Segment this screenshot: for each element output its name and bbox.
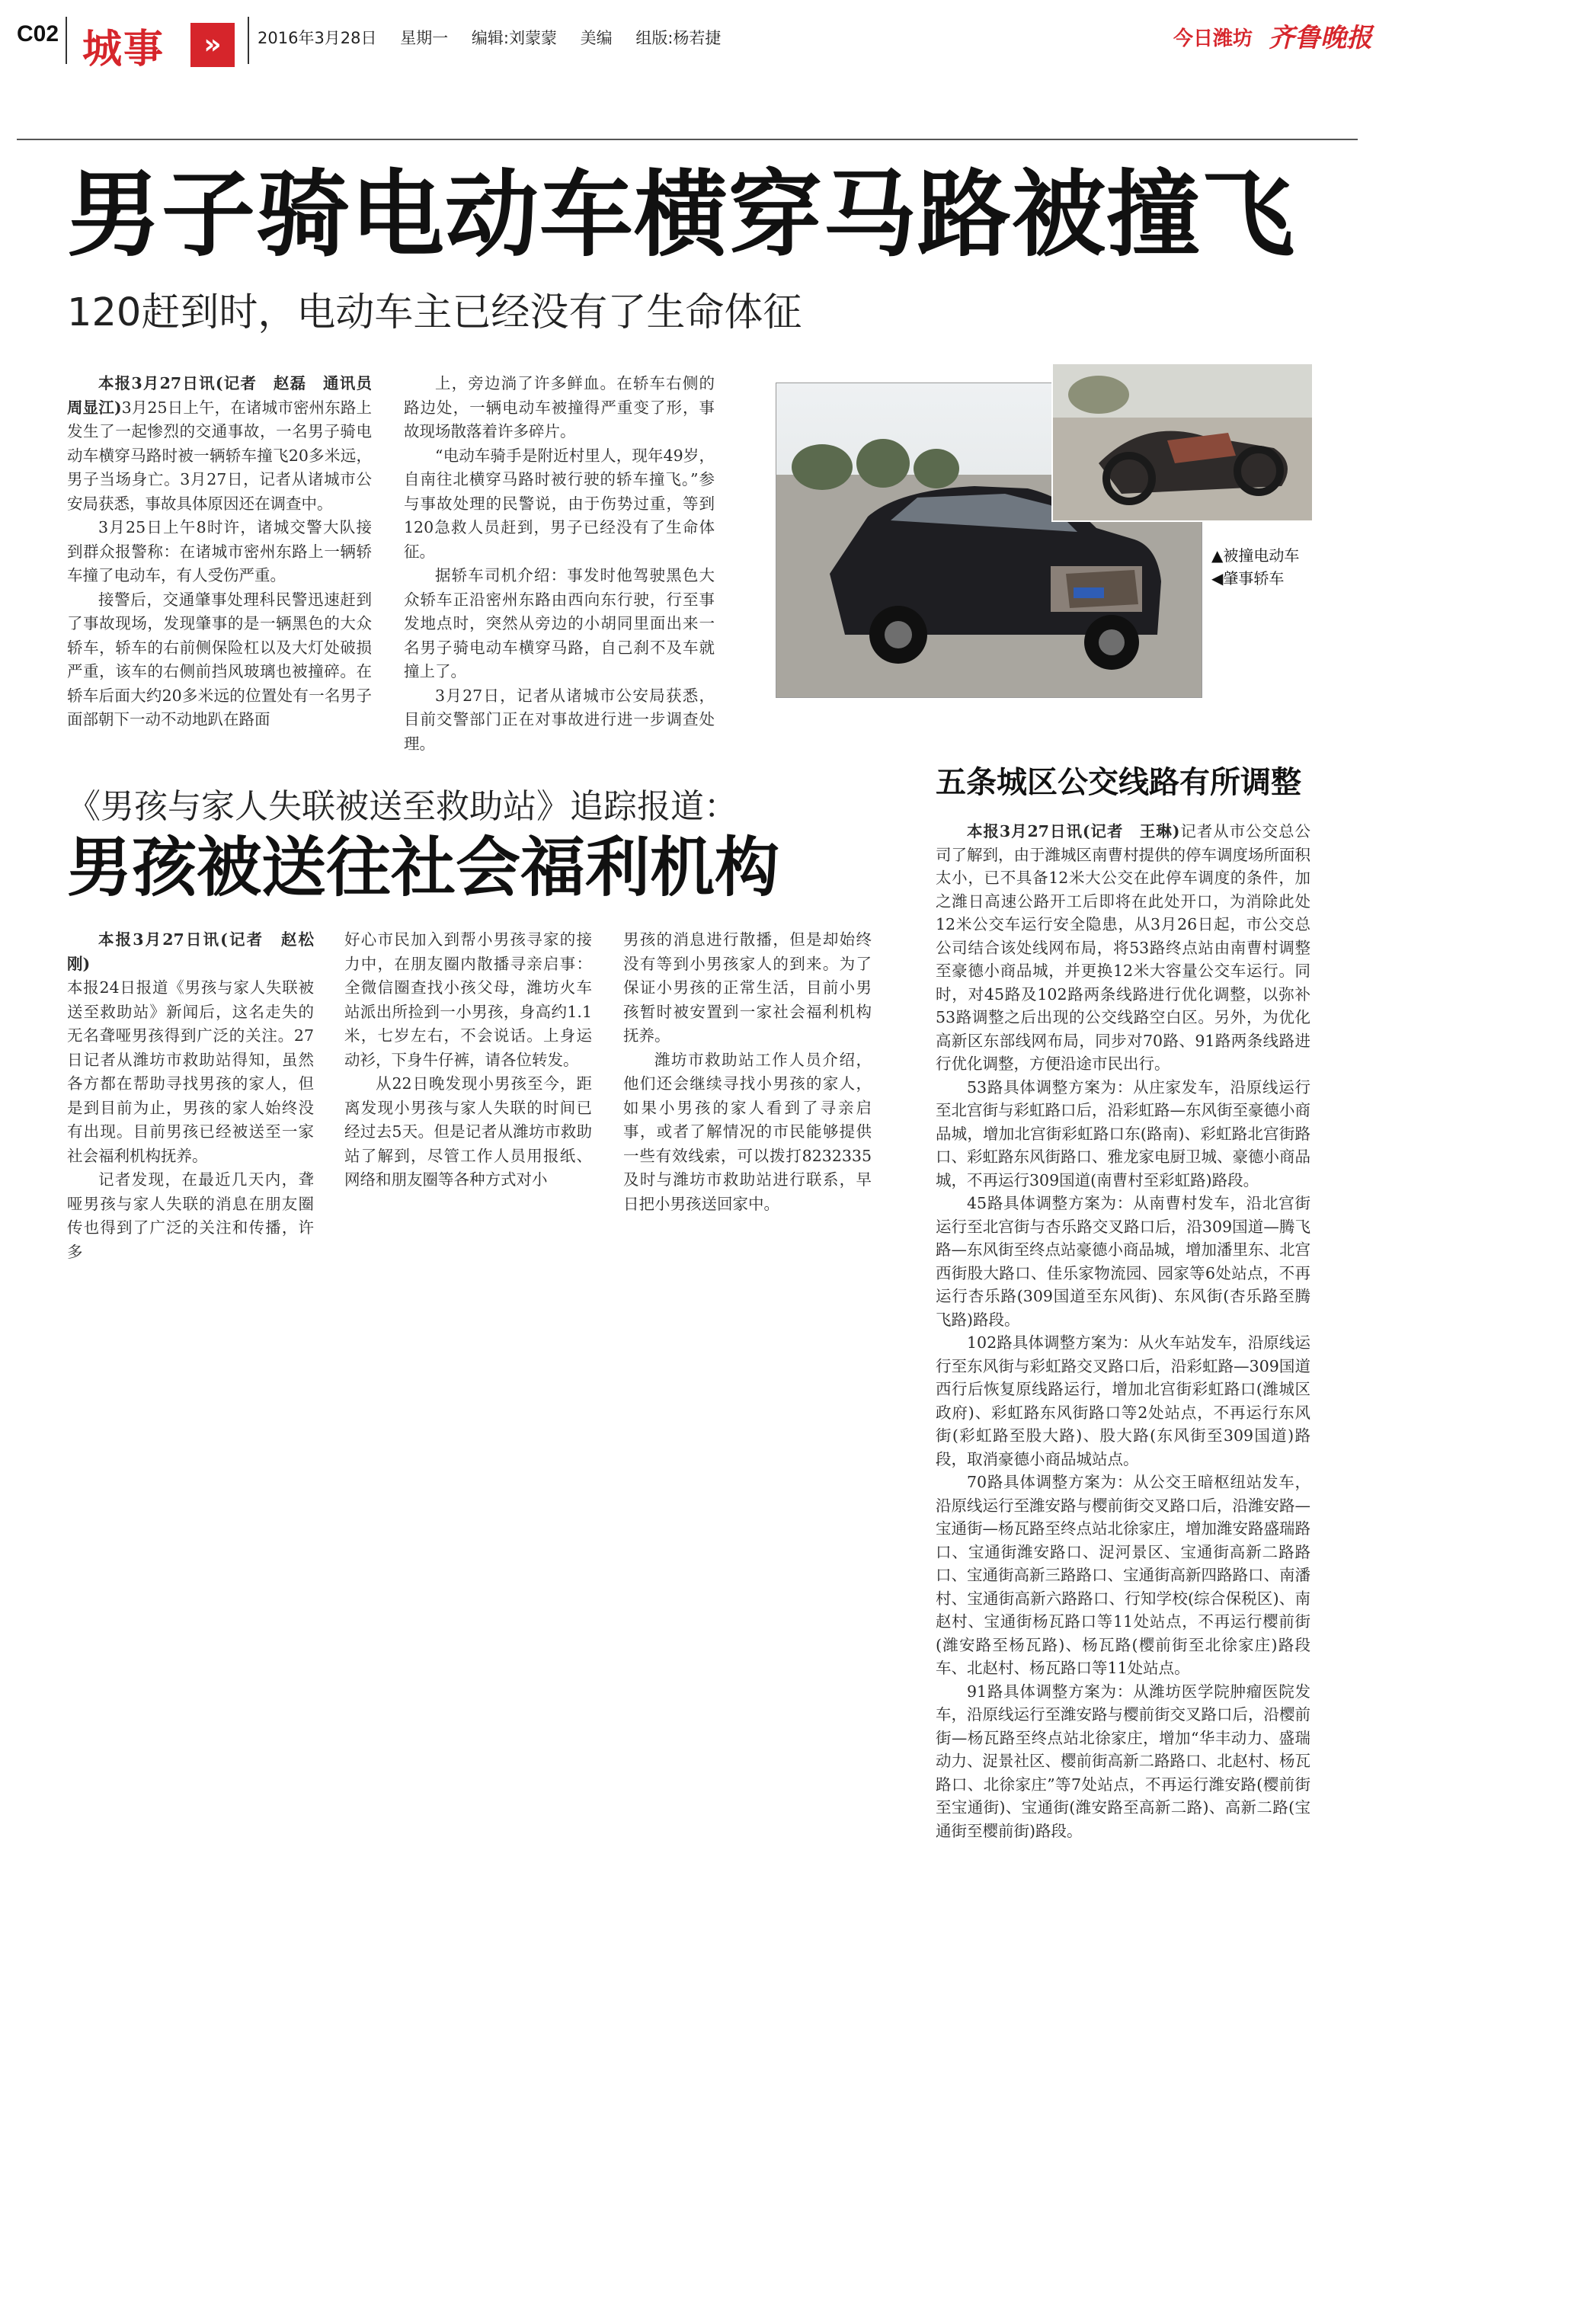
issue-weekday: 星期一 [400, 29, 449, 47]
editor-credit: 编辑:刘蒙蒙 [471, 29, 557, 47]
story2-paragraph: 从22日晚发现小男孩至今，距离发现小男孩与家人失联的时间已经过去5天。但是记者从潍坊市救助站了解到，尽管工作人员用报纸、网络和朋友圈等各种方式对小 [344, 1074, 592, 1189]
section-arrow-icon: » [190, 23, 235, 67]
story2-paragraph: 男孩的消息进行散播，但是却始终没有等到小男孩家人的到来。为了保证小男孩的正常生活，目前小男孩暂时被安置到一家社会福利机构抚养。 [623, 930, 872, 1045]
story2-paragraph: 好心市民加入到帮小男孩寻家的接力中，在朋友圈内散播寻亲启事：全微信圈查找小孩父母，潍坊火车站派出所捡到一小男孩，身高约1.1米，七岁左右，不会说话。上身运动衫，下身牛仔裤，请各位转发。 [344, 930, 592, 1069]
story2-byline: 本报3月27日讯(记者 赵松刚) [67, 930, 314, 973]
section-title: 城事 [82, 27, 165, 72]
story1-byline: 本报3月27日讯(记者 赵磊 通讯员 周显江) [67, 374, 388, 417]
story2-paragraph: 记者发现，在最近几天内，聋哑男孩与家人失联的消息在朋友圈传也得到了广泛的关注和传播，许多 [67, 1170, 314, 1261]
story3-paragraph: 91路具体调整方案为：从潍坊医学院肿瘤医院发车，沿原线运行至潍安路与樱前街交叉路口后，沿樱前街—杨瓦路至终点站北徐家庄，增加“华丰动力、盛瑞动力、浞景社区、樱前街高新二路路口、北赵村、杨瓦路口、北徐家庄”等7处站点，不再运行潍安路(樱前街至宝通街)、宝通街(潍安路至高新二路)、高新二路(宝通街至樱前街)路段。 [936, 1682, 1310, 1840]
story2-headline: 男孩被送往社会福利机构 [67, 831, 780, 906]
story3-paragraph: 53路具体调整方案为：从庄家发车，沿原线运行至北宫街与彩虹路口后，沿彩虹路—东风街至豪德小商品城，增加北宫街彩虹路口东(路南)、彩虹路北宫街路口、彩虹路东风街路口、雅龙家电厨卫城、豪德小商品城，不再运行309国道(南曹村至彩虹路)路段。 [936, 1077, 1310, 1189]
story2-column-2 [344, 928, 592, 1256]
story1-paragraph: 上，旁边淌了许多鲜血。在轿车右侧的路边处，一辆电动车被撞得严重变了形，事故现场散落着许多碎片。 [404, 374, 715, 440]
photo-caption [1211, 544, 1299, 590]
story3-paragraph: 记者从市公交总公司了解到，由于潍城区南曹村提供的停车调度场所面积太小，已不具备12米大公交在此停车调度的条件，加之潍日高速公路开工后即将在此处开口，为消除此处12米公交车运行安全隐患，从3月26日起，市公交总公司结合该处线网布局，将53路终点站由南曹村调整至豪德小商品城，并更换12米大容量公交车运行。同时，对45路及102路两条线路进行优化调整，以弥补53路调整之后出现的公交线路空白区。另外，为优化高新区东部线网布局，同步对70路、91路两条线路进行优化调整，方便沿途市民出行。 [936, 822, 1310, 1073]
story1-subhead: 120赶到时，电动车主已经没有了生命体征 [67, 290, 802, 335]
story2-paragraph: 潍坊市救助站工作人员介绍，他们还会继续寻找小男孩的家人，如果小男孩的家人看到了寻亲启事，或者了解情况的市民能够提供一些有效线索，可以拨打8232335及时与潍坊市救助站进行联系，早日把小男孩送回家中。 [623, 1050, 872, 1213]
header-rule [17, 139, 1358, 140]
header-divider [66, 17, 67, 64]
art-credit: 美编 [580, 29, 613, 47]
story2-column-3 [623, 928, 872, 1256]
story1-column-1 [67, 372, 388, 728]
story2-kicker: 《男孩与家人失联被送至救助站》追踪报道： [67, 787, 738, 826]
issue-date: 2016年3月28日 [258, 29, 377, 47]
newspaper-logo: 齐鲁晚报 [1269, 23, 1372, 53]
story3-paragraph: 102路具体调整方案为：从火车站发车，沿原线运行至东风街与彩虹路交叉路口后，沿彩虹路—309国道西行后恢复原线路运行，增加北宫街彩虹路口(潍城区政府)、彩虹路东风街路口等2处站点，不再运行东风街(彩虹路至股大路)、股大路(东风街至309国道)路段，取消豪德小商品城站点。 [936, 1333, 1310, 1468]
story1-column-2 [404, 372, 715, 753]
layout-credit: 组版:杨若捷 [635, 29, 722, 47]
story1-headline: 男子骑电动车横穿马路被撞飞 [67, 161, 1295, 270]
page-number: C02 [17, 21, 59, 46]
story1-paragraph: 3月27日，记者从诸城市公安局获悉，目前交警部门正在对事故进行进一步调查处理。 [404, 686, 715, 753]
edition-label: 今日潍坊 [1173, 27, 1253, 50]
story1-paragraph: 3月25日上午，在诸城市密州东路上发生了一起惨烈的交通事故，一名男子骑电动车横穿马路时被一辆轿车撞飞20多米远，男子当场身亡。3月27日，记者从诸城市公安局获悉，事故具体原因还在调查中。 [67, 398, 372, 513]
story3-column [936, 820, 1310, 1840]
story1-paragraph: 据轿车司机介绍：事发时他驾驶黑色大众轿车正沿密州东路由西向东行驶，行至事发地点时，突然从旁边的小胡同里面出来一名男子骑电动车横穿马路，自己刹不及车就撞上了。 [404, 566, 715, 680]
story3-paragraph: 45路具体调整方案为：从南曹村发车，沿北宫街运行至北宫街与杏乐路交叉路口后，沿309国道—腾飞路—东风街至终点站豪德小商品城，增加潘里东、北宫西街股大路口、佳乐家物流园、园家等6处站点，不再运行杏乐路(309国道至东风街)、东风街(杏乐路至腾飞路)路段。 [936, 1194, 1310, 1329]
caption-scooter: ▲被撞电动车 [1211, 546, 1300, 565]
story3-paragraph: 70路具体调整方案为：从公交王暗枢纽站发车，沿原线运行至潍安路与樱前街交叉路口后，沿潍安路—宝通街—杨瓦路至终点站北徐家庄，增加潍安路盛瑞路口、宝通街潍安路口、浞河景区、宝通街高新二路路口、宝通街高新三路路口、宝通街高新四路路口、南潘村、宝通街高新六路路口、行知学校(综合保税区)、南赵村、宝通街杨瓦路口等11处站点，不再运行樱前街(潍安路至杨瓦路)、杨瓦路(樱前街至北徐家庄)路段车、北赵村、杨瓦路口等11处站点。 [936, 1473, 1310, 1677]
story2-paragraph: 本报24日报道《男孩与家人失联被送至救助站》新闻后，这名走失的无名聋哑男孩得到广泛的关注。27日记者从潍坊市救助站得知，虽然各方都在帮助寻找男孩的家人，但是到目前为止，男孩的家人始终没有出现。目前男孩已经被送至一家社会福利机构抚养。 [67, 978, 314, 1165]
story1-paragraph: 3月25日上午8时许，诸城交警大队接到群众报警称：在诸城市密州东路上一辆轿车撞了电动车，有人受伤严重。 [67, 518, 372, 584]
story1-paragraph: 接警后，交通肇事处理科民警迅速赶到了事故现场，发现肇事的是一辆黑色的大众轿车，轿车的右前侧保险杠以及大灯处破损严重，该车的右侧前挡风玻璃也被撞碎。在轿车后面大约20多米远的位置处有一名男子面部朝下一动不动地趴在路面 [67, 590, 372, 728]
damaged-scooter-photo [1051, 363, 1314, 522]
story1-paragraph: “电动车骑手是附近村里人，现年49岁，自南往北横穿马路时被行驶的轿车撞飞。”参与事故处理的民警说，由于伤势过重，等到120急救人员赶到，男子已经没有了生命体征。 [404, 446, 715, 561]
story3-byline: 本报3月27日讯(记者 王琳) [967, 822, 1180, 840]
header-meta [258, 26, 739, 49]
story2-column-1 [67, 928, 314, 1261]
caption-car: ◀肇事轿车 [1211, 569, 1285, 587]
header-divider-2 [248, 17, 249, 64]
story3-headline: 五条城区公交线路有所调整 [936, 765, 1301, 800]
